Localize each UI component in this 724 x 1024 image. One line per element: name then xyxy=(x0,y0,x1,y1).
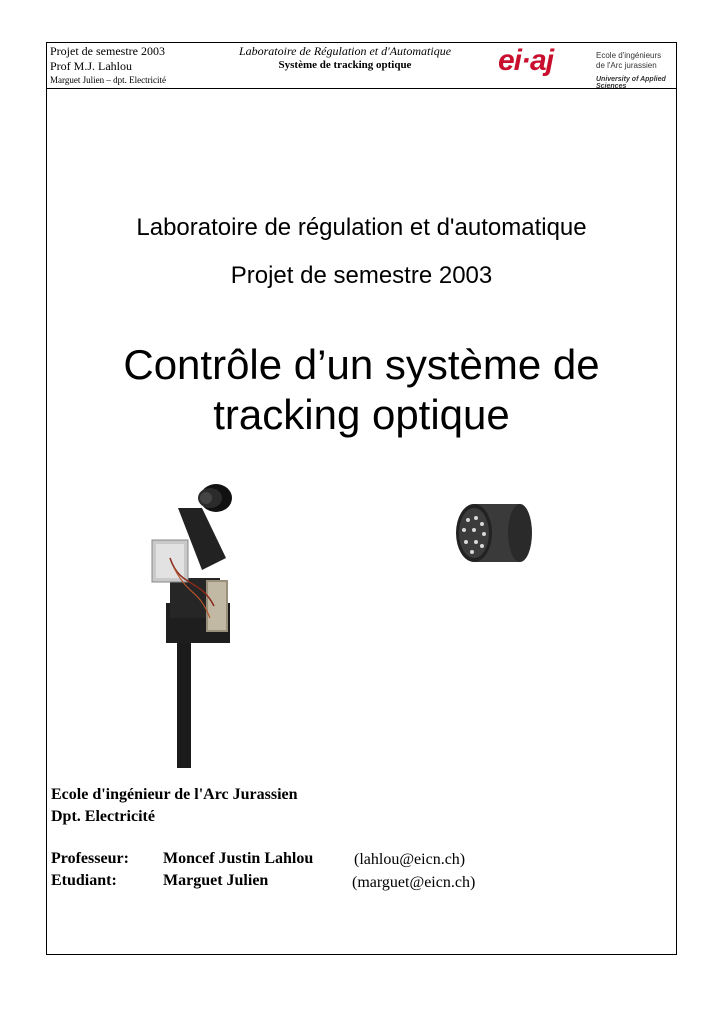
document-title xyxy=(46,340,677,440)
student-email: (marguet@eicn.ch) xyxy=(352,874,476,891)
header-professor: Prof M.J. Lahlou xyxy=(50,59,132,73)
logo-line2: de l'Arc jurassien xyxy=(596,61,657,70)
header-subject: Système de tracking optique xyxy=(278,59,412,71)
header-project: Projet de semestre 2003 xyxy=(50,44,165,58)
school-logo xyxy=(498,44,676,90)
logo-line1: Ecole d'ingénieurs xyxy=(596,51,662,60)
professor-label: Professeur: xyxy=(51,850,129,867)
student-name: Marguet Julien xyxy=(163,872,269,889)
student-label: Etudiant: xyxy=(51,872,117,889)
project-heading: Projet de semestre 2003 xyxy=(230,262,493,289)
sensor-image xyxy=(452,498,536,568)
logo-wordmark: ei·aj xyxy=(498,44,554,77)
department: Dpt. Electricité xyxy=(51,808,155,825)
professor-email: (lahlou@eicn.ch) xyxy=(354,851,466,868)
title-line-1: Contrôle d’un système de xyxy=(123,341,600,388)
header-lab: Laboratoire de Régulation et d'Automatique xyxy=(238,44,452,58)
header-author: Marguet Julien – dpt. Electricité xyxy=(50,75,167,85)
professor-name: Moncef Justin Lahlou xyxy=(163,850,314,867)
page-header xyxy=(46,42,677,89)
school-name: Ecole d'ingénieur de l'Arc Jurassien xyxy=(51,786,298,803)
tracking-device-image xyxy=(140,478,240,770)
logo-line3: University of Applied Sciences xyxy=(596,76,666,90)
lab-heading: Laboratoire de régulation et d'automatique xyxy=(136,214,587,241)
title-line-2: tracking optique xyxy=(213,391,510,438)
